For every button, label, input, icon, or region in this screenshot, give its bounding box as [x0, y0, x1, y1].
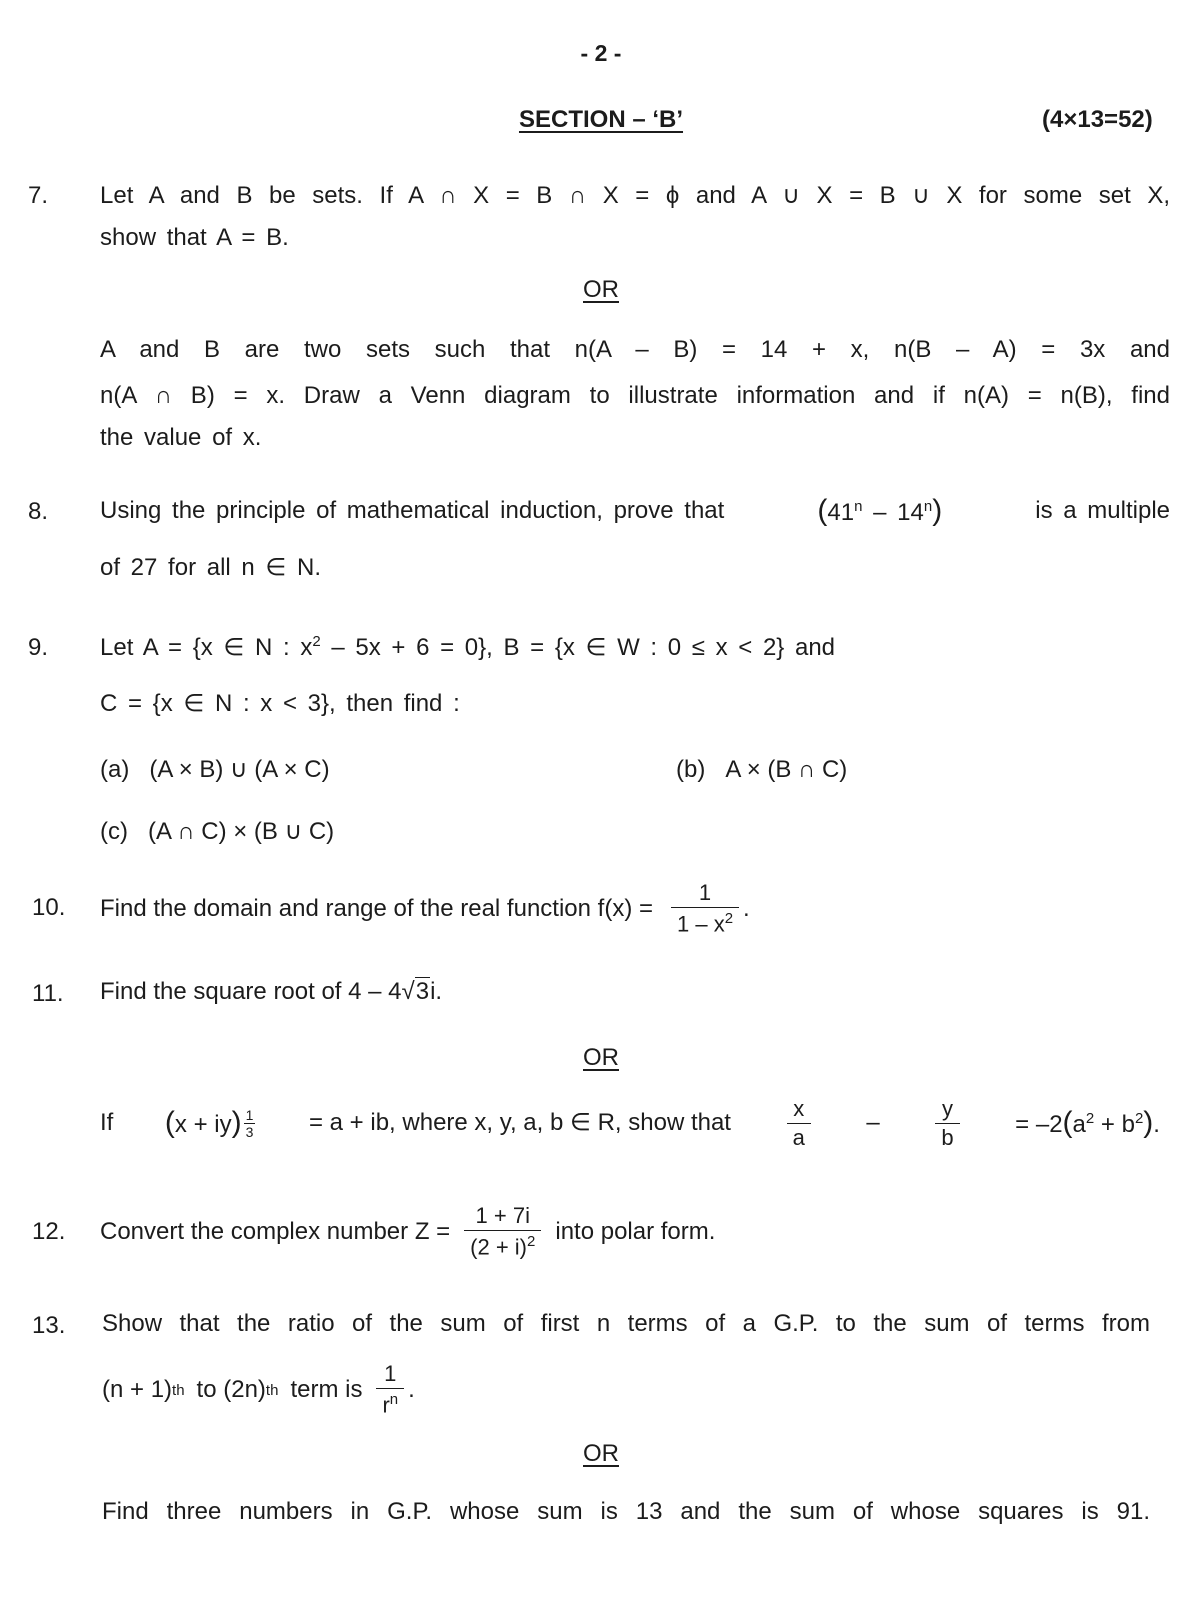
question-7-alt-line-3: the value of x.	[100, 424, 262, 451]
question-8-line-1	[100, 496, 1170, 526]
question-10-text: Find the domain and range of the real function f(x) =	[100, 895, 653, 922]
question-9-part-a: (a) (A × B) ∪ (A × C)	[100, 756, 330, 783]
question-10-line: Find the domain and range of the real function f(x) = $\frac{1}{1 - x^2}$ .	[100, 880, 750, 937]
question-13-line-1: Show that the ratio of the sum of first n terms of a G.P. to the sum of terms from	[102, 1310, 1150, 1337]
question-10-number: 10.	[32, 894, 66, 921]
question-9-part-b: (b) A × (B ∩ C)	[676, 756, 848, 783]
question-13-fraction: $\frac{1}{r^n}$	[376, 1363, 404, 1416]
question-7-alt-line-1: A and B are two sets such that n(A – B) = 14 + x, n(B – A) = 3x and	[100, 336, 1170, 363]
question-11-alt-line: If (x + iy) $\frac{1}{3}$ = a + ib, where x, y, a, b ∈ R, show that $\frac{x}{a}$ – $\frac{y}{b}$ = $-2(a^2 + b^2)$.	[100, 1095, 1160, 1150]
question-8-number: 8.	[28, 498, 49, 525]
section-marks: (4×13=52)	[1042, 106, 1153, 133]
question-10-fraction: $\frac{1}{1 - x^2}$	[671, 882, 739, 935]
question-13-alt-line: Find three numbers in G.P. whose sum is 13 and the sum of whose squares is 91.	[102, 1498, 1150, 1525]
question-7-alt-line-2: n(A ∩ B) = x. Draw a Venn diagram to illustrate information and if n(A) = n(B), find	[100, 382, 1170, 409]
page-number: - 2 -	[580, 40, 622, 66]
question-13-or: OR	[583, 1440, 619, 1467]
question-8-text-end: is a multiple	[1035, 497, 1170, 524]
question-7-or: OR	[583, 276, 619, 303]
question-13-number: 13.	[32, 1312, 66, 1339]
sqrt-symbol: √	[401, 978, 415, 1005]
question-7-number: 7.	[28, 182, 49, 209]
question-12-fraction: $\frac{1 + 7i}{(2 + i)^2}$	[464, 1205, 541, 1258]
question-8-expression: (41$^n$ – 14$^n$)	[817, 494, 943, 527]
question-12-line: Convert the complex number Z = $\frac{1 + 7i}{(2 + i)^2}$ into polar form.	[100, 1203, 716, 1260]
fraction-x-over-a: $\frac{x}{a}$	[787, 1098, 811, 1149]
question-8-text: Using the principle of mathematical induction, prove that	[100, 497, 725, 524]
question-9-line-1: Let A = {x ∈ N : $x^2 - 5x + 6 = 0$}, B = {x ∈ W : 0 ≤ x < 2} and	[100, 633, 836, 661]
question-7-line-1: Let A and B be sets. If A ∩ X = B ∩ X = ϕ and A ∪ X = B ∪ X for some set X,	[100, 182, 1170, 209]
question-11-line: Find the square root of 4 – 4√3i.	[100, 978, 443, 1005]
question-9-part-c: (c) (A ∩ C) × (B ∪ C)	[100, 818, 335, 845]
fraction-y-over-b: $\frac{y}{b}$	[935, 1098, 959, 1149]
question-11-rhs: = $-2(a^2 + b^2)$.	[1015, 1106, 1160, 1139]
section-title: SECTION – ‘B’	[518, 106, 684, 133]
question-8-line-2: of 27 for all n ∈ N.	[100, 554, 321, 581]
question-9-number: 9.	[28, 634, 49, 661]
question-9-line-2: C = {x ∈ N : x < 3}, then find :	[100, 690, 460, 717]
question-7-line-2: show that A = B.	[100, 224, 289, 251]
question-11-alt-base: (x + iy) $\frac{1}{3}$	[164, 1105, 254, 1140]
question-11-or: OR	[583, 1044, 619, 1071]
question-12-number: 12.	[32, 1218, 66, 1245]
question-11-number: 11.	[32, 980, 64, 1007]
question-13-line-2: (n + 1) th to (2n) th term is $\frac{1}{r^n}$ .	[102, 1361, 415, 1418]
